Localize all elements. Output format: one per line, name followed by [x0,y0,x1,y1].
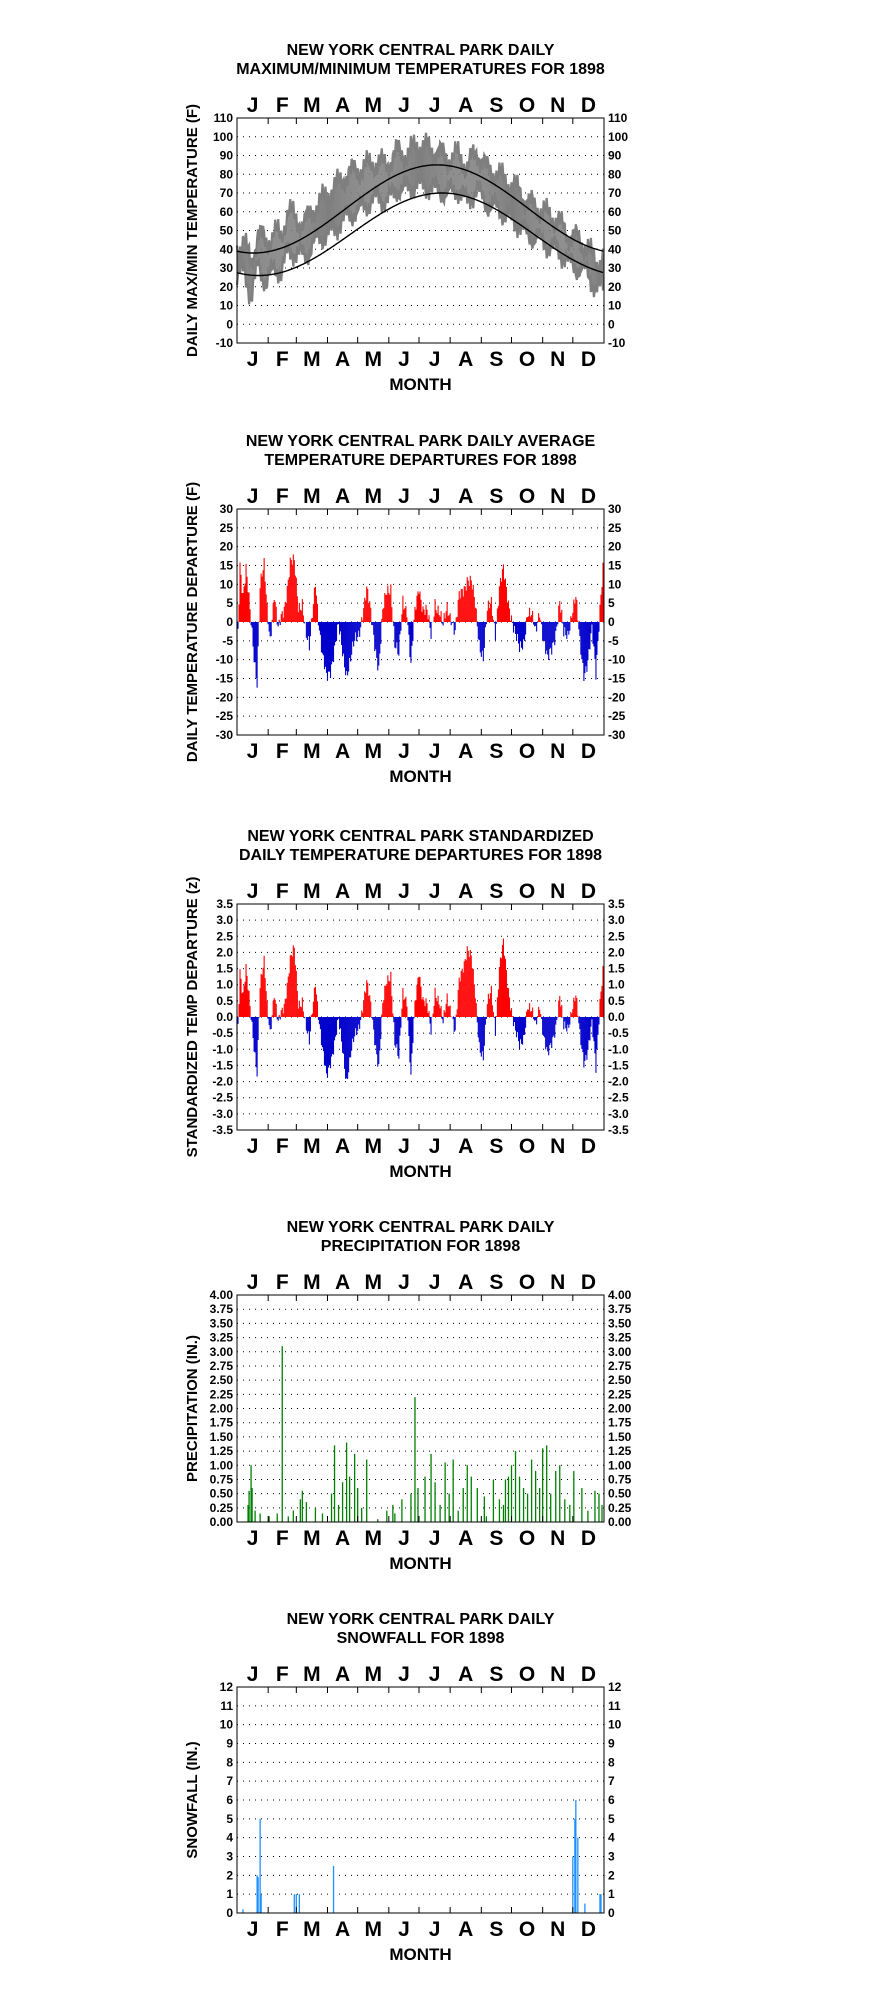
month-label-bottom: J [246,1135,259,1158]
month-label-top: S [489,880,504,903]
y-tick-label-right: 1.5 [608,961,625,976]
y-tick-label-left: 9 [226,1736,233,1751]
month-label-top: M [364,94,382,117]
month-label-top: N [550,94,566,117]
x-axis-label: MONTH [389,1554,452,1573]
y-tick-label-left: 1.50 [209,1429,233,1444]
month-label-top: S [489,94,504,117]
y-tick-label-right: 60 [608,204,622,219]
month-label-top: D [580,1271,597,1294]
chart-5 [184,1611,622,1964]
month-label-bottom: A [458,1918,474,1941]
y-tick-label-left: -1.0 [212,1042,233,1057]
y-tick-label-left: 2.00 [209,1401,233,1416]
month-label-bottom: F [275,1918,289,1941]
y-tick-label-right: 0.25 [608,1500,632,1515]
y-tick-label-left: 2.0 [216,945,233,960]
month-label-bottom: D [580,348,597,371]
y-tick-label-right: 25 [608,520,622,535]
y-tick-label-left: 0.5 [216,993,233,1008]
month-label-bottom: O [518,1135,536,1158]
month-label-bottom: N [550,1918,566,1941]
y-tick-label-right: 20 [608,279,622,294]
month-label-bottom: J [246,1918,259,1941]
y-tick-label-left: 12 [219,1680,233,1694]
y-tick-label-left: 3 [226,1849,233,1864]
month-label-bottom: O [518,348,536,371]
month-label-bottom: A [334,348,351,371]
chart-title-line-2: DAILY TEMPERATURE DEPARTURES FOR 1898 [238,847,603,864]
month-label-bottom: S [489,348,504,371]
y-tick-label-right: 10 [608,577,622,592]
y-tick-label-right: 3.25 [608,1330,632,1345]
month-label-top: M [303,880,321,903]
y-axis-label: PRECIPITATION (IN.) [184,1335,201,1482]
month-label-bottom: A [334,1918,351,1941]
y-tick-label-left: 10 [219,1717,233,1732]
month-label-top: O [518,485,536,508]
y-tick-label-left: 0.0 [216,1010,233,1024]
y-tick-label-right: 0 [608,615,615,629]
x-axis-label: MONTH [389,767,452,786]
month-label-top: M [364,1271,382,1294]
y-tick-label-right: 3.0 [608,913,625,928]
y-tick-label-left: 70 [219,186,233,200]
y-tick-label-left: 15 [219,558,233,573]
month-label-bottom: A [458,348,474,371]
month-label-top: M [303,485,321,508]
month-label-top: F [275,485,289,508]
y-tick-label-right: 110 [608,111,628,125]
month-label-top: N [550,1663,566,1686]
month-label-bottom: J [428,1527,441,1550]
month-label-top: J [428,485,441,508]
y-tick-label-right: 2.25 [608,1387,632,1402]
y-tick-label-left: -1.5 [212,1058,233,1073]
y-tick-label-right: 6 [608,1793,615,1807]
y-tick-label-left: -10 [215,652,233,667]
y-tick-label-right: -2.5 [608,1090,629,1105]
y-tick-label-right: 5 [608,1811,615,1826]
y-tick-label-right: 5 [608,596,615,611]
month-label-bottom: O [518,1918,536,1941]
y-tick-label-right: 12 [608,1680,622,1694]
y-tick-label-left: 3.5 [216,897,233,911]
month-label-top: M [303,94,321,117]
month-label-top: A [334,1663,351,1686]
y-tick-label-right: -15 [608,671,626,686]
y-tick-label-left: 6 [226,1793,233,1807]
month-label-bottom: J [398,1135,410,1158]
y-axis-label: STANDARDIZED TEMP DEPARTURE (z) [184,876,201,1158]
month-label-top: J [428,1271,441,1294]
y-tick-label-left: 5 [226,1811,233,1826]
month-label-top: J [246,880,259,903]
month-label-bottom: J [246,348,259,371]
month-label-top: S [489,1663,504,1686]
y-tick-label-left: 0.25 [209,1500,233,1515]
month-label-bottom: A [458,1527,474,1550]
month-label-top: M [364,485,382,508]
y-tick-label-right: 7 [608,1774,615,1789]
y-tick-label-left: 7 [226,1774,233,1789]
y-tick-label-right: -10 [608,336,626,350]
y-tick-label-left: -3.0 [212,1106,233,1121]
y-tick-label-left: 11 [220,1698,233,1713]
month-label-top: A [458,94,474,117]
month-label-bottom: M [303,1527,321,1550]
month-label-bottom: N [550,1135,566,1158]
y-tick-label-right: 0 [608,317,615,332]
y-tick-label-left: -0.5 [212,1026,233,1041]
month-label-bottom: A [334,740,351,763]
y-tick-label-left: 0.50 [209,1486,233,1501]
y-tick-label-left: 3.50 [209,1316,233,1331]
month-label-bottom: J [428,348,441,371]
chart-2 [184,433,626,786]
y-tick-label-left: 3.0 [216,913,233,928]
month-label-bottom: D [580,1527,597,1550]
month-label-bottom: S [489,1918,504,1941]
y-tick-label-left: 2.50 [209,1373,233,1388]
y-tick-label-left: 3.00 [209,1344,233,1359]
chart-title-line-2: PRECIPITATION FOR 1898 [320,1238,521,1255]
chart-4 [184,1219,632,1573]
y-tick-label-left: -20 [215,690,233,705]
month-label-top: D [580,94,597,117]
month-label-bottom: M [364,1527,382,1550]
month-label-bottom: A [334,1527,351,1550]
y-tick-label-left: 20 [219,279,233,294]
y-tick-label-right: 3.00 [608,1344,632,1359]
y-tick-label-right: 3.5 [608,897,625,911]
y-tick-label-left: 8 [226,1755,233,1770]
y-tick-label-left: 2 [226,1868,233,1883]
y-tick-label-right: 90 [608,148,622,163]
y-tick-label-left: 1.00 [209,1458,233,1473]
y-tick-label-left: 30 [219,261,233,275]
x-axis-label: MONTH [389,375,452,394]
y-axis-label: SNOWFALL (IN.) [184,1741,201,1859]
y-tick-label-left: 4 [226,1830,233,1845]
y-tick-label-right: 0.50 [608,1486,632,1501]
month-label-bottom: N [550,740,566,763]
y-tick-label-right: 1 [608,1887,615,1902]
y-tick-label-right: 70 [608,186,622,200]
month-label-bottom: A [458,740,474,763]
month-label-top: A [334,880,351,903]
y-tick-label-left: -5 [222,633,233,648]
chart-title-line-2: SNOWFALL FOR 1898 [336,1630,505,1647]
month-label-top: S [489,485,504,508]
y-tick-label-right: -25 [608,709,626,724]
y-tick-label-right: -2.0 [608,1074,629,1089]
month-label-top: N [550,880,566,903]
month-label-bottom: M [303,740,321,763]
month-label-top: M [364,1663,382,1686]
month-label-bottom: J [398,348,410,371]
y-tick-label-left: 40 [219,242,233,257]
month-label-bottom: J [398,1527,410,1550]
month-label-top: J [246,1271,259,1294]
month-label-top: A [458,485,474,508]
y-tick-label-left: 0 [226,615,233,629]
y-tick-label-right: 1.50 [608,1429,632,1444]
y-tick-label-right: 4 [608,1830,615,1845]
month-label-bottom: J [428,1918,441,1941]
y-tick-label-left: 2.25 [209,1387,233,1402]
y-tick-label-right: 2 [608,1868,615,1883]
month-label-bottom: O [518,1527,536,1550]
plot-frame [237,1295,604,1522]
y-tick-label-right: 15 [608,558,622,573]
month-label-bottom: F [275,1527,289,1550]
y-tick-label-right: -1.0 [608,1042,629,1057]
month-label-bottom: M [364,740,382,763]
month-label-top: J [246,485,259,508]
y-tick-label-left: 90 [219,148,233,163]
month-label-top: J [428,94,441,117]
y-tick-label-left: 0.75 [209,1472,233,1487]
y-tick-label-left: 100 [212,129,233,144]
y-tick-label-right: 4.00 [608,1288,632,1302]
month-label-top: O [518,880,536,903]
y-tick-label-right: -10 [608,652,626,667]
month-label-top: J [246,1663,259,1686]
chart-title-line-1: NEW YORK CENTRAL PARK DAILY [286,42,555,59]
month-label-top: A [458,880,474,903]
y-tick-label-left: 20 [219,539,233,554]
month-label-bottom: O [518,740,536,763]
y-tick-label-right: 0 [608,1906,615,1920]
month-label-top: D [580,1663,597,1686]
month-label-top: J [398,1271,410,1294]
month-label-top: F [275,94,289,117]
x-axis-label: MONTH [389,1945,452,1964]
month-label-bottom: N [550,348,566,371]
y-tick-label-left: 1.0 [216,977,233,992]
chart-title-line-2: MAXIMUM/MINIMUM TEMPERATURES FOR 1898 [236,61,605,78]
month-label-top: J [428,1663,441,1686]
y-tick-label-right: 8 [608,1755,615,1770]
month-label-top: J [398,94,410,117]
y-tick-label-left: 0.00 [209,1515,233,1529]
y-tick-label-right: -5 [608,633,619,648]
month-label-bottom: A [334,1135,351,1158]
y-tick-label-left: 1.25 [209,1444,233,1459]
month-label-top: F [275,1663,289,1686]
y-tick-label-right: 3 [608,1849,615,1864]
month-label-bottom: J [246,740,259,763]
month-label-bottom: F [275,348,289,371]
y-tick-label-right: 3.50 [608,1316,632,1331]
y-tick-label-right: 1.75 [608,1415,632,1430]
month-label-top: A [334,94,351,117]
y-tick-label-left: 50 [219,223,233,238]
month-label-top: J [398,880,410,903]
month-label-bottom: M [364,348,382,371]
y-tick-label-right: 1.25 [608,1444,632,1459]
y-axis-label: DAILY MAX/MIN TEMPERATURE (F) [184,103,201,358]
month-label-top: J [246,94,259,117]
y-tick-label-left: 60 [219,204,233,219]
chart-1 [184,42,628,394]
y-tick-label-left: 1.75 [209,1415,233,1430]
month-label-top: J [398,485,410,508]
plot-frame [237,1687,604,1913]
month-label-bottom: S [489,1135,504,1158]
y-tick-label-right: 80 [608,167,622,182]
y-tick-label-left: -3.5 [212,1123,233,1137]
chart-3 [184,828,629,1181]
month-label-top: O [518,1663,536,1686]
y-tick-label-right: -1.5 [608,1058,629,1073]
y-tick-label-right: 0.5 [608,993,625,1008]
y-tick-label-right: 2.50 [608,1373,632,1388]
y-tick-label-left: 3.75 [209,1302,233,1317]
y-tick-label-right: 2.75 [608,1358,632,1373]
month-label-top: M [303,1271,321,1294]
y-tick-label-right: -30 [608,728,626,742]
y-tick-label-right: 20 [608,539,622,554]
month-label-bottom: D [580,1918,597,1941]
month-label-top: A [458,1271,474,1294]
chart-title-line-2: TEMPERATURE DEPARTURES FOR 1898 [264,452,577,469]
month-label-top: D [580,880,597,903]
y-tick-label-left: 2.5 [216,929,233,944]
month-label-top: M [303,1663,321,1686]
y-tick-label-left: 3.25 [209,1330,233,1345]
month-label-top: O [518,94,536,117]
month-label-bottom: S [489,1527,504,1550]
y-tick-label-right: 40 [608,242,622,257]
month-label-top: J [398,1663,410,1686]
y-tick-label-right: 1.00 [608,1458,632,1473]
y-tick-label-left: 110 [213,111,233,125]
month-label-top: A [458,1663,474,1686]
y-tick-label-left: -15 [215,671,233,686]
month-label-top: N [550,485,566,508]
y-tick-label-right: 10 [608,1717,622,1732]
month-label-bottom: M [303,348,321,371]
y-tick-label-left: 10 [219,577,233,592]
y-tick-label-right: 2.00 [608,1401,632,1416]
month-label-top: D [580,485,597,508]
y-tick-label-right: -3.0 [608,1106,629,1121]
y-tick-label-right: 1.0 [608,977,625,992]
month-label-top: F [275,1271,289,1294]
month-label-bottom: M [364,1918,382,1941]
month-label-top: S [489,1271,504,1294]
y-tick-label-right: 30 [608,261,622,275]
chart-title-line-1: NEW YORK CENTRAL PARK DAILY [286,1219,555,1236]
y-tick-label-left: 0 [226,1906,233,1920]
chart-title-line-1: NEW YORK CENTRAL PARK STANDARDIZED [247,828,594,845]
month-label-bottom: J [246,1527,259,1550]
y-tick-label-left: -10 [215,336,233,350]
y-tick-label-right: 30 [608,502,622,516]
y-tick-label-left: 80 [219,167,233,182]
y-tick-label-left: -2.5 [212,1090,233,1105]
month-label-top: J [428,880,441,903]
y-tick-label-right: 0.75 [608,1472,632,1487]
y-tick-label-left: 4.00 [209,1288,233,1302]
month-label-bottom: M [303,1918,321,1941]
y-tick-label-right: 11 [608,1698,621,1713]
y-tick-label-left: 5 [226,596,233,611]
y-tick-label-right: 2.5 [608,929,625,944]
y-tick-label-left: 2.75 [209,1358,233,1373]
x-axis-label: MONTH [389,1162,452,1181]
month-label-bottom: J [428,1135,441,1158]
y-tick-label-left: -25 [215,709,233,724]
y-tick-label-right: 0.00 [608,1515,632,1529]
month-label-bottom: D [580,1135,597,1158]
y-tick-label-right: 2.0 [608,945,625,960]
month-label-bottom: J [398,1918,410,1941]
y-tick-label-right: -3.5 [608,1123,629,1137]
month-label-top: A [334,485,351,508]
month-label-bottom: J [428,740,441,763]
y-tick-label-right: 10 [608,298,622,313]
y-tick-label-right: 3.75 [608,1302,632,1317]
month-label-top: O [518,1271,536,1294]
y-axis-label: DAILY TEMPERATURE DEPARTURE (F) [184,481,201,763]
chart-title-line-1: NEW YORK CENTRAL PARK DAILY AVERAGE [245,433,596,450]
month-label-bottom: J [398,740,410,763]
y-tick-label-left: -30 [215,728,233,742]
y-tick-label-left: 1.5 [216,961,233,976]
month-label-top: N [550,1271,566,1294]
y-tick-label-right: 0.0 [608,1010,625,1024]
y-tick-label-left: 1 [226,1887,233,1902]
y-tick-label-left: 30 [219,502,233,516]
y-tick-label-right: -20 [608,690,626,705]
y-tick-label-right: 9 [608,1736,615,1751]
y-tick-label-left: 25 [219,520,233,535]
month-label-bottom: D [580,740,597,763]
y-tick-label-left: -2.0 [212,1074,233,1089]
month-label-bottom: M [303,1135,321,1158]
month-label-top: F [275,880,289,903]
chart-title-line-1: NEW YORK CENTRAL PARK DAILY [286,1611,555,1628]
month-label-top: A [334,1271,351,1294]
y-tick-label-right: 100 [608,129,629,144]
month-label-bottom: A [458,1135,474,1158]
month-label-bottom: S [489,740,504,763]
month-label-top: M [364,880,382,903]
month-label-bottom: F [275,1135,289,1158]
month-label-bottom: F [275,740,289,763]
y-tick-label-left: 10 [219,298,233,313]
month-label-bottom: M [364,1135,382,1158]
month-label-bottom: N [550,1527,566,1550]
y-tick-label-right: 50 [608,223,622,238]
y-tick-label-right: -0.5 [608,1026,629,1041]
y-tick-label-left: 0 [226,317,233,332]
